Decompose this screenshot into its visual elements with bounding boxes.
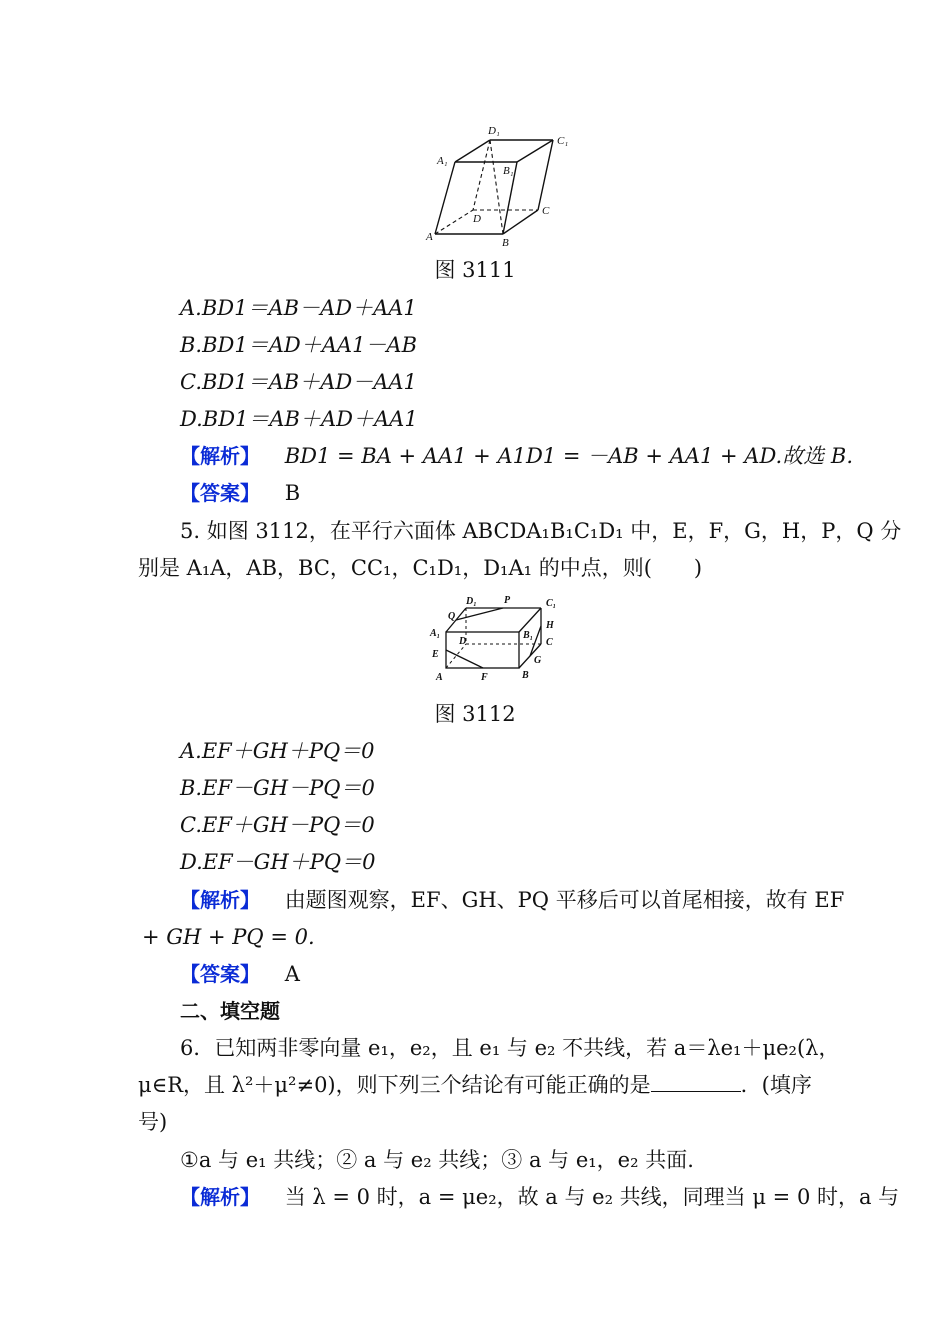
- q4-option-b: B.BD1＝AD＋AA1－AB: [180, 333, 418, 357]
- figure-3111: [425, 122, 575, 247]
- answer-tag: 【答案】: [180, 962, 260, 986]
- q5-answer: [180, 959, 860, 989]
- answer-tag: 【答案】: [180, 481, 260, 505]
- label-B1: B₁: [503, 165, 514, 177]
- label-E: E: [432, 649, 439, 660]
- analysis-tag: 【解析】: [180, 444, 260, 468]
- q6-choices: ①a 与 e₁ 共线；② a 与 e₂ 共线；③ a 与 e₁，e₂ 共面.: [180, 1148, 694, 1172]
- label-C: C: [542, 205, 550, 217]
- analysis-text: 由题图观察，EF、GH、PQ 平移后可以首尾相接，故有 EF: [284, 888, 845, 912]
- figure-3112: [428, 592, 568, 684]
- label-P: P: [504, 595, 511, 606]
- q5-stem-line1: 5. 如图 3112，在平行六面体 ABCDA₁B₁C₁D₁ 中，E，F，G，H，P，Q 分: [180, 519, 902, 543]
- q6-stem-line3: 号): [138, 1110, 168, 1134]
- label-H: H: [546, 620, 554, 631]
- label-A: A: [436, 672, 443, 683]
- section-title: 二、填空题: [180, 999, 280, 1023]
- q5-option-b: B.EF－GH－PQ＝0: [180, 776, 375, 800]
- analysis-tag: 【解析】: [180, 888, 260, 912]
- label-D1: D₁: [488, 125, 500, 137]
- answer-text: A: [284, 962, 300, 986]
- q6-stem-text-end: ．(填序: [740, 1073, 812, 1097]
- analysis-text: BD1 = BA + AA1 + A1D1 = －AB + AA1 + AD.故选 B.: [284, 444, 854, 468]
- figure-3111-caption: 图 3111: [434, 258, 516, 282]
- label-D1: D₁: [466, 596, 477, 607]
- label-D: D: [459, 636, 467, 647]
- q5-analysis-line1: [180, 885, 860, 915]
- q4-option-d: D.BD1＝AB＋AD＋AA1: [180, 407, 418, 431]
- label-C1: C₁: [546, 598, 557, 609]
- q5-stem-line2: 别是 A₁A，AB，BC，CC₁，C₁D₁，D₁A₁ 的中点，则( ): [138, 556, 703, 580]
- q4-answer: [180, 478, 860, 508]
- q5-option-a: A.EF＋GH＋PQ＝0: [180, 739, 375, 763]
- label-B: B: [522, 670, 529, 681]
- analysis-tag: 【解析】: [180, 1185, 260, 1209]
- label-D: D: [473, 213, 481, 225]
- q6-stem-text: μ∈R，且 λ²＋μ²≠0)，则下列三个结论有可能正确的是: [138, 1073, 651, 1097]
- q5-option-d: D.EF－GH＋PQ＝0: [180, 850, 376, 874]
- analysis-text: 当 λ = 0 时，a = μe₂，故 a 与 e₂ 共线，同理当 μ = 0 时，a 与: [284, 1185, 900, 1209]
- label-A: A: [426, 231, 433, 243]
- label-C: C: [546, 637, 553, 648]
- label-Q: Q: [448, 611, 456, 622]
- answer-blank: [651, 1073, 741, 1092]
- label-C1: C₁: [557, 135, 569, 147]
- q5-analysis-line2: + GH + PQ = 0.: [142, 925, 315, 949]
- q6-stem-line2: [138, 1070, 818, 1100]
- label-B1: B₁: [523, 630, 534, 641]
- label-B: B: [502, 237, 509, 247]
- q5-option-c: C.EF＋GH－PQ＝0: [180, 813, 375, 837]
- label-G: G: [534, 655, 542, 666]
- q6-analysis: [180, 1182, 900, 1212]
- q4-analysis: [180, 441, 860, 471]
- q4-option-c: C.BD1＝AB＋AD－AA1: [180, 370, 417, 394]
- label-F: F: [481, 672, 488, 683]
- q4-option-a: A.BD1＝AB－AD＋AA1: [180, 296, 417, 320]
- label-A1: A₁: [430, 628, 441, 639]
- figure-3112-caption: 图 3112: [434, 702, 516, 726]
- q6-stem-line1: 6．已知两非零向量 e₁，e₂，且 e₁ 与 e₂ 不共线，若 a＝λe₁＋μe₂(λ，: [180, 1036, 840, 1060]
- answer-text: B: [284, 481, 301, 505]
- label-A1: A₁: [437, 155, 448, 167]
